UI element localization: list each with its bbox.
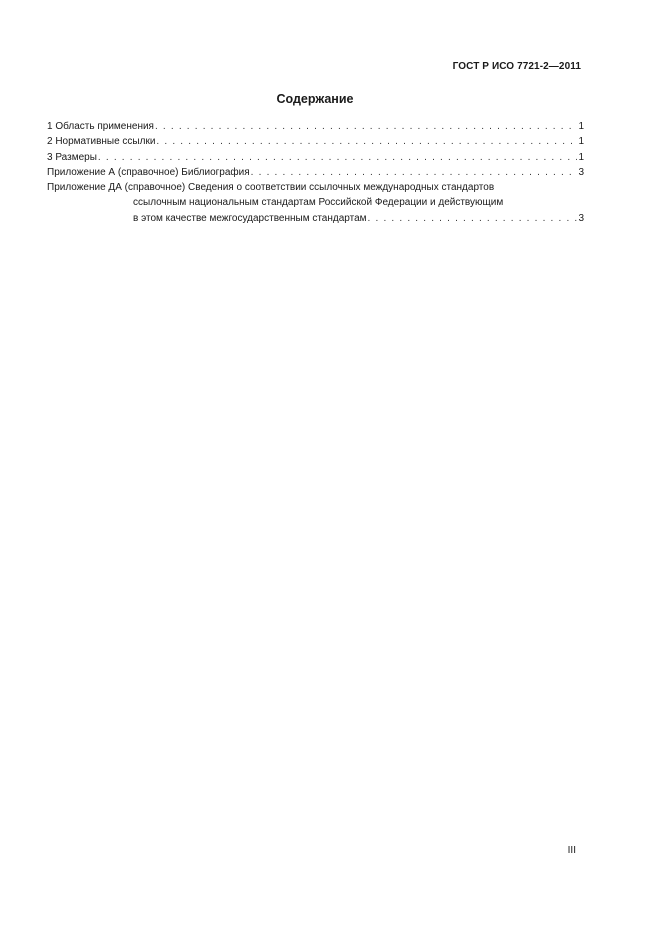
toc-leader-dots	[368, 211, 578, 226]
toc-leader-dots	[251, 165, 578, 180]
toc-entry-last-line	[47, 211, 584, 226]
toc-entry-label: 1 Область применения	[47, 121, 154, 132]
contents-title: Содержание	[276, 92, 354, 106]
document-designation: ГОСТ Р ИСО 7721-2—2011	[452, 61, 581, 72]
toc-entry-label: 3 Размеры	[47, 151, 97, 163]
toc-entry-page: 3	[578, 212, 584, 224]
toc-entry-scope[interactable]	[47, 119, 584, 134]
toc-entry-label: 2 Нормативные ссылки	[47, 136, 156, 148]
toc-leader-dots	[156, 134, 577, 149]
toc-leader-dots	[155, 119, 577, 134]
table-of-contents	[47, 119, 584, 226]
toc-entry-normative-references[interactable]	[47, 134, 584, 149]
toc-entry-appendix-a[interactable]	[47, 165, 584, 180]
toc-entry-page: 1	[578, 136, 584, 148]
toc-entry-page: 3	[578, 166, 584, 178]
toc-entry-page: 1	[578, 151, 584, 163]
toc-entry-label-line-1: Приложение ДА (справочное) Сведения о соответствии ссылочных международных стандартов	[47, 182, 495, 194]
toc-entry-page: 1	[578, 121, 584, 132]
page-number: III	[567, 845, 576, 856]
toc-leader-dots	[98, 150, 578, 165]
toc-entry-label-line-3: в этом качестве межгосударственным стандартам	[133, 212, 367, 224]
toc-entry-label-line-2: ссылочным национальным стандартам Российской Федерации и действующим	[133, 197, 504, 209]
toc-entry-label: Приложение А (справочное) Библиография	[47, 166, 250, 178]
toc-entry-appendix-da[interactable]	[47, 180, 584, 226]
toc-entry-dimensions[interactable]	[47, 150, 584, 165]
